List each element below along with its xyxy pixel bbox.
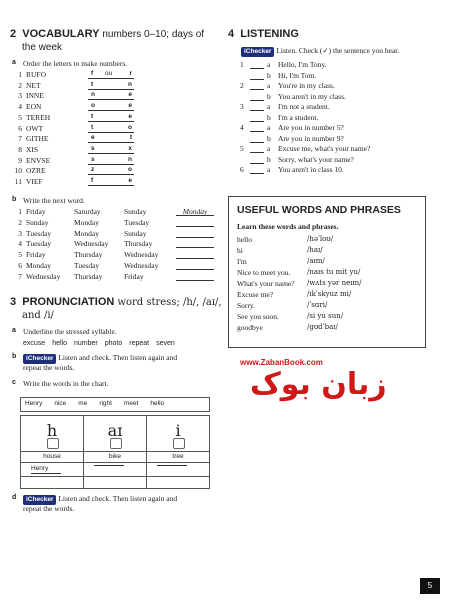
pron-word-list [23,340,182,349]
phrase-row [237,246,422,256]
instruction-text: repeat the words. [23,504,75,513]
stress-word: number [73,340,98,347]
picture-icon [173,438,185,449]
item-number: 1 [240,60,244,69]
answer-blank[interactable] [176,218,214,227]
option-sentence: Hello, I'm Tony. [278,60,327,69]
day-2: Monday [74,217,99,227]
answer-first-letter: s [91,144,95,152]
vocab-sub1: numbers 0–10; days of [102,29,205,40]
answer-first-letter: f [91,70,94,77]
number-row [14,156,214,166]
phrase-ipa: /si yu sun/ [307,312,344,320]
day-1: Tuesday [26,228,52,238]
chart-answer-cell[interactable] [20,462,84,477]
answer-blank[interactable]: Monday [176,207,214,216]
chart-answer-cell[interactable] [20,476,84,489]
item-number: 2 [18,80,22,90]
item-number: 10 [14,166,22,176]
phrase-word: hello [237,235,252,244]
answer-blank[interactable] [88,124,134,133]
listening-row [240,102,430,112]
check-blank[interactable] [250,71,264,80]
item-number: 9 [18,155,22,165]
item-number: 7 [18,134,22,144]
sound-symbol-cell [83,415,147,452]
pron-c-instruction [12,379,212,388]
answer-blank[interactable] [88,70,134,79]
day-3: Friday [124,271,144,281]
days-row [14,272,219,282]
option-letter: a [267,60,271,69]
option-sentence: You're in my class. [278,81,335,90]
item-number: 2 [240,81,244,90]
instruction-text: Listen and check. Then listen again and [58,494,178,503]
option-letter: a [267,102,271,111]
day-1: Monday [26,261,51,270]
item-number: 7 [18,271,22,281]
chart-word: nice [54,400,67,407]
page-number: 5 [420,578,440,594]
listening-row [240,113,430,123]
phrase-ipa: /həˈloʊ/ [307,235,334,243]
check-blank[interactable] [250,134,264,143]
day-1: Friday [26,207,46,216]
chart-example [94,465,124,466]
phrase-row [237,268,422,278]
useful-words-box [228,196,426,348]
scrambled-word: RUFO [26,70,47,79]
chart-word: me [78,400,88,407]
listening-row [240,71,430,81]
listening-title: LISTENING [240,28,299,40]
day-3: Thursday [124,239,153,249]
instruction-text: Write the words in the chart. [23,379,109,388]
item-number: 11 [14,177,22,186]
days-row [14,239,219,249]
check-blank[interactable] [250,102,264,111]
item-number: 4 [240,123,244,132]
watermark-logo: زبان بوک [250,367,387,402]
scrambled-word: NET [26,80,41,90]
phonetic-symbol: aɪ [107,421,123,440]
days-row [14,229,219,239]
item-number: 6 [240,165,244,174]
useful-instruction: Learn these words and phrases. [237,222,339,231]
day-2: Monday [74,228,99,238]
listening-num: 4 [228,28,235,40]
instruction-text: Underline the stressed syllable. [23,327,117,336]
chart-word: right [99,400,112,407]
item-number: 5 [18,112,22,122]
listening-heading [228,28,299,41]
option-letter: b [267,91,271,101]
stress-word: seven [156,340,175,347]
scrambled-word: TEREH [26,112,51,122]
days-row [14,250,219,260]
phrase-word: goodbye [237,323,263,332]
item-number: 1 [18,70,22,79]
day-2: Thursday [74,271,103,281]
pron-num: 3 [10,296,17,308]
scrambled-word: VIEF [26,177,43,186]
answer-first-letter: t [91,112,94,120]
stress-word: repeat [129,340,150,347]
option-sentence: Hi, I'm Tom. [278,70,317,80]
option-letter: a [267,144,271,153]
answer-middle: ou [105,70,113,77]
vocab-a-instruction [12,59,212,68]
day-3: Sunday [124,228,147,238]
item-number: 1 [18,207,22,216]
listening-instruction [241,46,399,57]
day-2: Wednesday [74,239,109,249]
exercise-letter: c [12,379,16,386]
instruction-text: Write the next word. [23,196,85,205]
answer-first-letter: o [91,102,95,110]
chart-word: Henry [25,400,43,407]
number-row [14,70,214,80]
day-1: Tuesday [26,239,52,249]
answer-last-letter: e [128,112,132,120]
day-3: Tuesday [124,217,150,227]
exercise-letter: a [12,327,16,334]
day-2: Tuesday [74,261,100,270]
number-row [14,177,214,187]
phrase-row [237,312,422,322]
answer-blank[interactable] [88,145,134,154]
answer-last-letter: e [128,102,132,110]
exercise-letter: a [12,59,16,66]
scrambled-word: INNE [26,91,44,101]
check-blank[interactable] [250,165,264,174]
vocab-b-instruction [12,196,212,205]
vocab-num: 2 [10,28,17,40]
listening-row [240,92,430,102]
phrase-row [237,279,422,289]
check-blank[interactable] [250,81,264,90]
listening-row [240,134,430,144]
answer-last-letter: r [129,70,132,77]
answer-first-letter: z [91,166,95,174]
day-2: Saturday [74,207,101,216]
instruction-text: repeat the words. [23,363,75,372]
answer-blank[interactable] [176,250,214,259]
days-row [14,261,219,271]
day-1: Friday [26,250,46,260]
day-3: Wednesday [124,250,159,260]
scrambled-word: EON [26,102,42,112]
day-3: Sunday [124,207,147,216]
day-1: Sunday [26,217,49,227]
phrase-ipa: /wʌts yər neɪm/ [307,279,362,287]
number-row [14,166,214,176]
instruction-text: Listen and check. Then listen again and [58,353,178,362]
option-letter: a [267,165,271,174]
item-number: 3 [18,91,22,101]
chart-word: hello [150,400,165,407]
day-2: Thursday [74,250,103,260]
ichecker-badge[interactable]: iChecker [23,354,56,364]
option-sentence: Are you in number 5? [278,123,344,132]
answer-blank[interactable] [88,81,134,90]
number-row [14,102,214,112]
phrase-word: Nice to meet you. [237,268,291,277]
number-row [14,91,214,101]
scrambled-word: OWT [26,123,44,133]
option-sentence: Excuse me, what's your name? [278,144,371,153]
number-row [14,113,214,123]
phrase-ipa: /aɪm/ [307,257,325,265]
chart-example [157,465,187,466]
option-sentence: Sorry, what's your name? [278,154,354,164]
item-number: 6 [18,261,22,270]
word-box [20,397,210,412]
option-letter: b [267,133,271,143]
item-number: 8 [18,144,22,154]
item-number: 5 [18,250,22,260]
instruction-text: Listen. Check (✓) the sentence you hear. [276,46,400,55]
check-blank[interactable] [250,155,264,164]
listening-row [240,165,430,175]
answer-blank[interactable] [88,91,134,100]
vocab-title: VOCABULARY [22,28,100,40]
scrambled-word: ENVSE [26,155,51,165]
ichecker-badge[interactable]: iChecker [23,495,56,505]
option-letter: b [267,112,271,122]
stress-word: excuse [23,340,46,347]
phrase-ipa: /ɪkˈskyuz mi/ [307,290,352,298]
answer-last-letter: o [128,123,132,131]
days-row [14,207,219,217]
listening-row [240,144,430,154]
answer-blank[interactable] [176,229,214,238]
phrase-row [237,257,422,267]
pron-a-instruction [12,327,212,336]
answer-last-letter: n [128,80,132,88]
check-blank[interactable] [250,113,264,122]
phrase-word: I'm [237,257,247,266]
number-row [14,134,214,144]
phrase-word: Excuse me? [237,290,274,299]
stress-word: photo [104,340,123,347]
chart-word: meet [123,400,139,407]
item-number: 5 [240,144,244,153]
answer-first-letter: f [91,177,94,184]
picture-icon [110,438,122,449]
phrase-word: hi [237,246,243,255]
phrase-word: Sorry. [237,301,256,310]
option-letter: a [267,123,271,132]
answer-blank[interactable] [176,261,214,270]
stress-word: hello [52,340,67,347]
option-letter: b [267,70,271,80]
exercise-letter: b [12,353,17,360]
pron-heading [10,296,222,309]
option-letter: b [267,154,271,164]
listening-row [240,60,430,70]
item-number: 3 [240,102,244,111]
answer-first-letter: t [91,123,94,131]
option-sentence: You aren't in class 10. [278,165,344,174]
scrambled-word: OZRE [26,166,46,176]
answer-blank[interactable] [176,272,214,281]
answer-last-letter: o [128,166,132,174]
item-number: 4 [18,102,22,112]
phrase-ipa: /gʊdˈbaɪ/ [307,323,338,331]
answer-first-letter: e [91,134,95,142]
listening-row [240,155,430,165]
phonetic-symbol: h [46,421,58,440]
phrase-ipa: /haɪ/ [307,246,323,254]
pron-sub1: word stress; /h/, /aɪ/, [117,297,222,308]
answer-last-letter: e [128,91,132,99]
ichecker-badge[interactable]: iChecker [241,47,274,57]
number-row [14,81,214,91]
answer-blank[interactable] [88,156,134,165]
sound-word-cell: house [20,451,84,463]
number-row [14,124,214,134]
option-sentence: I'm not a student. [278,102,330,111]
option-sentence: Are you in number 9? [278,133,344,143]
chart-example: Henry [31,465,61,474]
scrambled-word: GITHE [26,134,49,144]
listening-row [240,81,430,91]
answer-blank[interactable] [176,239,214,248]
phrase-row [237,235,422,245]
phrase-word: What's your name? [237,279,295,288]
answer-blank[interactable] [88,166,134,175]
chart-answer-cell[interactable] [146,476,210,489]
answer-blank[interactable] [88,134,134,143]
answer-first-letter: s [91,155,95,163]
option-sentence: You aren't in my class. [278,91,346,101]
pron-title: PRONUNCIATION [22,296,115,308]
item-number: 2 [18,217,22,227]
sound-word-cell: bike [83,451,147,463]
instruction-text: Order the letters to make numbers. [23,59,128,68]
phrase-row [237,301,422,311]
answer-last-letter: n [128,155,132,163]
day-3: Wednesday [124,261,159,270]
answer-last-letter: x [128,144,132,152]
phrase-ipa: /ˈsɑri/ [307,301,328,309]
exercise-letter: b [12,196,17,203]
answer-blank[interactable] [88,102,134,111]
answer-blank[interactable] [88,177,134,186]
number-row [14,145,214,155]
answer-first-letter: t [91,80,94,88]
useful-title: USEFUL WORDS AND PHRASES [237,204,401,216]
picture-icon [47,438,59,449]
days-row [14,218,219,228]
chart-answer-cell[interactable] [83,462,147,477]
phrase-ipa: /naɪs tu mit yu/ [307,268,361,276]
item-number: 6 [18,123,22,133]
vocab-heading [10,28,204,41]
check-blank[interactable] [250,60,264,69]
day-1: Wednesday [26,271,61,281]
chart-answer-cell[interactable] [83,476,147,489]
pron-sub2: and /i/ [22,310,54,321]
sound-word-cell: tree [146,451,210,463]
word-box-words [25,400,176,408]
phrase-word: See you soon. [237,312,279,321]
item-number: 4 [18,239,22,249]
scrambled-word: XIS [26,144,39,154]
phrase-row [237,290,422,300]
answer-first-letter: n [91,91,95,99]
answer-last-letter: t [129,134,132,142]
phonetic-symbol: i [175,421,181,440]
sound-symbol-cell [20,415,84,452]
exercise-letter: d [12,494,17,501]
item-number: 3 [18,228,22,238]
phrase-row [237,323,422,333]
check-blank[interactable] [250,92,264,101]
chart-answer-cell[interactable] [146,462,210,477]
sound-symbol-cell [146,415,210,452]
option-letter: a [267,81,271,90]
answer-blank[interactable] [88,113,134,122]
listening-row [240,123,430,133]
check-blank[interactable] [250,123,264,132]
vocab-sub2: the week [22,42,63,53]
watermark-url: www.ZabanBook.com [240,358,323,367]
option-sentence: I'm a student. [278,112,319,122]
check-blank[interactable] [250,144,264,153]
answer-last-letter: e [128,177,132,184]
